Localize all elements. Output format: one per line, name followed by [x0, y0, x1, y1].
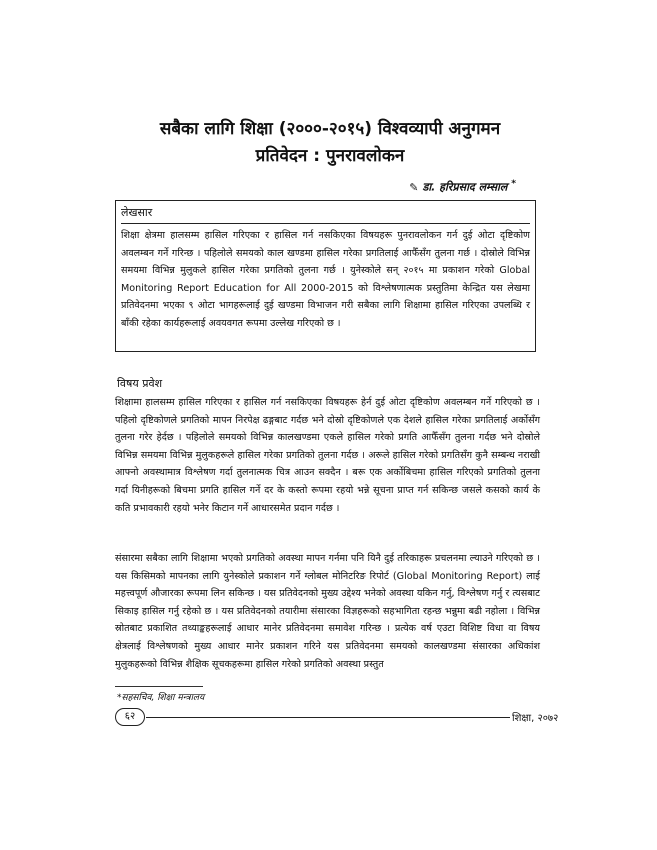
pen-icon: ✎ — [409, 180, 419, 194]
footnote-divider — [115, 686, 203, 687]
footer-divider — [146, 717, 510, 718]
article-title-line-2: प्रतिवेदन : पुनरावलोकन — [255, 146, 405, 166]
body-paragraph-2: संसारमा सबैका लागि शिक्षामा भएको प्रगतिको अवस्था मापन गर्नमा पनि यिनै दुई तरिकाहरू प्रचलनमा ल्याउने गरिएको छ । यस किसिमको मापनका लागि युनेस्कोले प्रकाशन गर्ने ग्लोबल मोनिटरिङ रिपोर्ट (Global Monitoring Report) लाई महत्त्वपूर्ण औजारका रूपमा लिन सकिन्छ । यस प्रतिवेदनको मुख्य उद्देश्य भनेको अवस्था यकिन गर्नु, विश्लेषण गर्नु र त्यसबाट सिकाइ हासिल गर्नु रहेको छ । यस प्रतिवेदनको तयारीमा संसारका विज्ञहरूको सहभागिता रहन्छ भन्नुमा बढी नहोला । विभिन्न स्रोतबाट प्रकाशित तथ्याङ्कहरूलाई आधार मानेर प्रतिवेदनमा समावेश गरिन्छ । प्रत्येक वर्ष एउटा विशिष्ट विधा वा विषय क्षेत्रलाई विश्लेषणको मुख्य आधार मानेर प्रकाशन गरिने यस प्रतिवेदनमा समयको कालखण्डमा संसारका अधिकांश मुलुकहरूको विभिन्न शैक्षिक सूचकहरूमा हासिल गरेको प्रगतिको अवस्था प्रस्तुत — [115, 553, 540, 670]
body-paragraph-1: शिक्षामा हालसम्म हासिल गरिएका र हासिल गर्न नसकिएका विषयहरू हेर्न दुई ओटा दृष्टिकोण अवलम्बन गर्ने गरिएको छ । पहिलो दृष्टिकोणले प्रगतिको मापन निरपेक्ष ढङ्गबाट गर्दछ भने दोस्रो दृष्टिकोणले एक देशले हासिल गरेका प्रगतिलाई अर्कोसँग तुलना गरेर हेर्दछ । पहिलोले समयको विभिन्न कालखण्डमा एकले हासिल गरेको प्रगति आफैँसँग तुलना गर्दछ भने दोस्रोले विभिन्न समयमा विभिन्न मुलुकहरूले हासिल गरेका प्रगतिको तुलना गर्दछ । अरूले हासिल गरेको प्रगतिसँग कुनै सम्बन्ध नराखी आफ्नो अवस्थामात्र विश्लेषण गर्दा तुलनात्मक चित्र आउन सक्दैन । बरू एक अर्कोबिचमा हासिल गरिएको प्रगतिको तुलना गर्दा यिनीहरूको बिचमा प्रगति हासिल गर्ने दर के कस्तो रूपमा रहयो भन्ने सूचना प्राप्त गर्न सकिन्छ जसले कसको कार्य के कति प्रभावकारी रहयो भनेर किटान गर्ने आधारसमेत प्रदान गर्दछ । — [115, 397, 540, 514]
author-name: डा. हरिप्रसाद लम्साल — [422, 180, 508, 194]
section-heading: विषय प्रवेश — [117, 377, 163, 390]
page-number: ६२ — [115, 708, 145, 726]
abstract-heading: लेखसार — [121, 206, 153, 219]
article-title — [110, 116, 550, 170]
journal-name: शिक्षा, २०७२ — [512, 713, 559, 724]
abstract-box — [115, 200, 536, 352]
author-byline — [300, 178, 516, 195]
footnote: *सहसचिव, शिक्षा मन्त्रालय — [117, 693, 205, 703]
article-title-line-1: सबैका लागि शिक्षा (२०००-२०१५) विश्वव्यापी अनुगमन — [159, 119, 501, 139]
abstract-text: शिक्षा क्षेत्रमा हालसम्म हासिल गरिएका र हासिल गर्न नसकिएका विषयहरू पुनरावलोकन गर्न दुई ओटा दृष्टिकोण अवलम्बन गर्ने गरिन्छ । पहिलोले समयको काल खण्डमा हासिल गरेका प्रगतिलाई आफैँसँग तुलना गर्छ । दोस्रोले विभिन्न समयमा विभिन्न मुलुकले हासिल गरेका प्रगतिको तुलना गर्छ । युनेस्कोले सन् २०१५ मा प्रकाशन गरेको Global Monitoring Report Education for All 2000-2015 को विश्लेषणात्मक प्रस्तुतिमा केन्द्रित यस लेखमा प्रतिवेदनमा भएका ९ ओटा भागहरूलाई दुई खण्डमा विभाजन गरी सबैका लागि शिक्षामा हासिल गरिएका उपलब्धि र बाँकी रहेका कार्यहरूलाई अवयवगत रूपमा उल्लेख गरिएको छ । — [121, 223, 530, 332]
author-footnote-marker: * — [511, 178, 516, 189]
